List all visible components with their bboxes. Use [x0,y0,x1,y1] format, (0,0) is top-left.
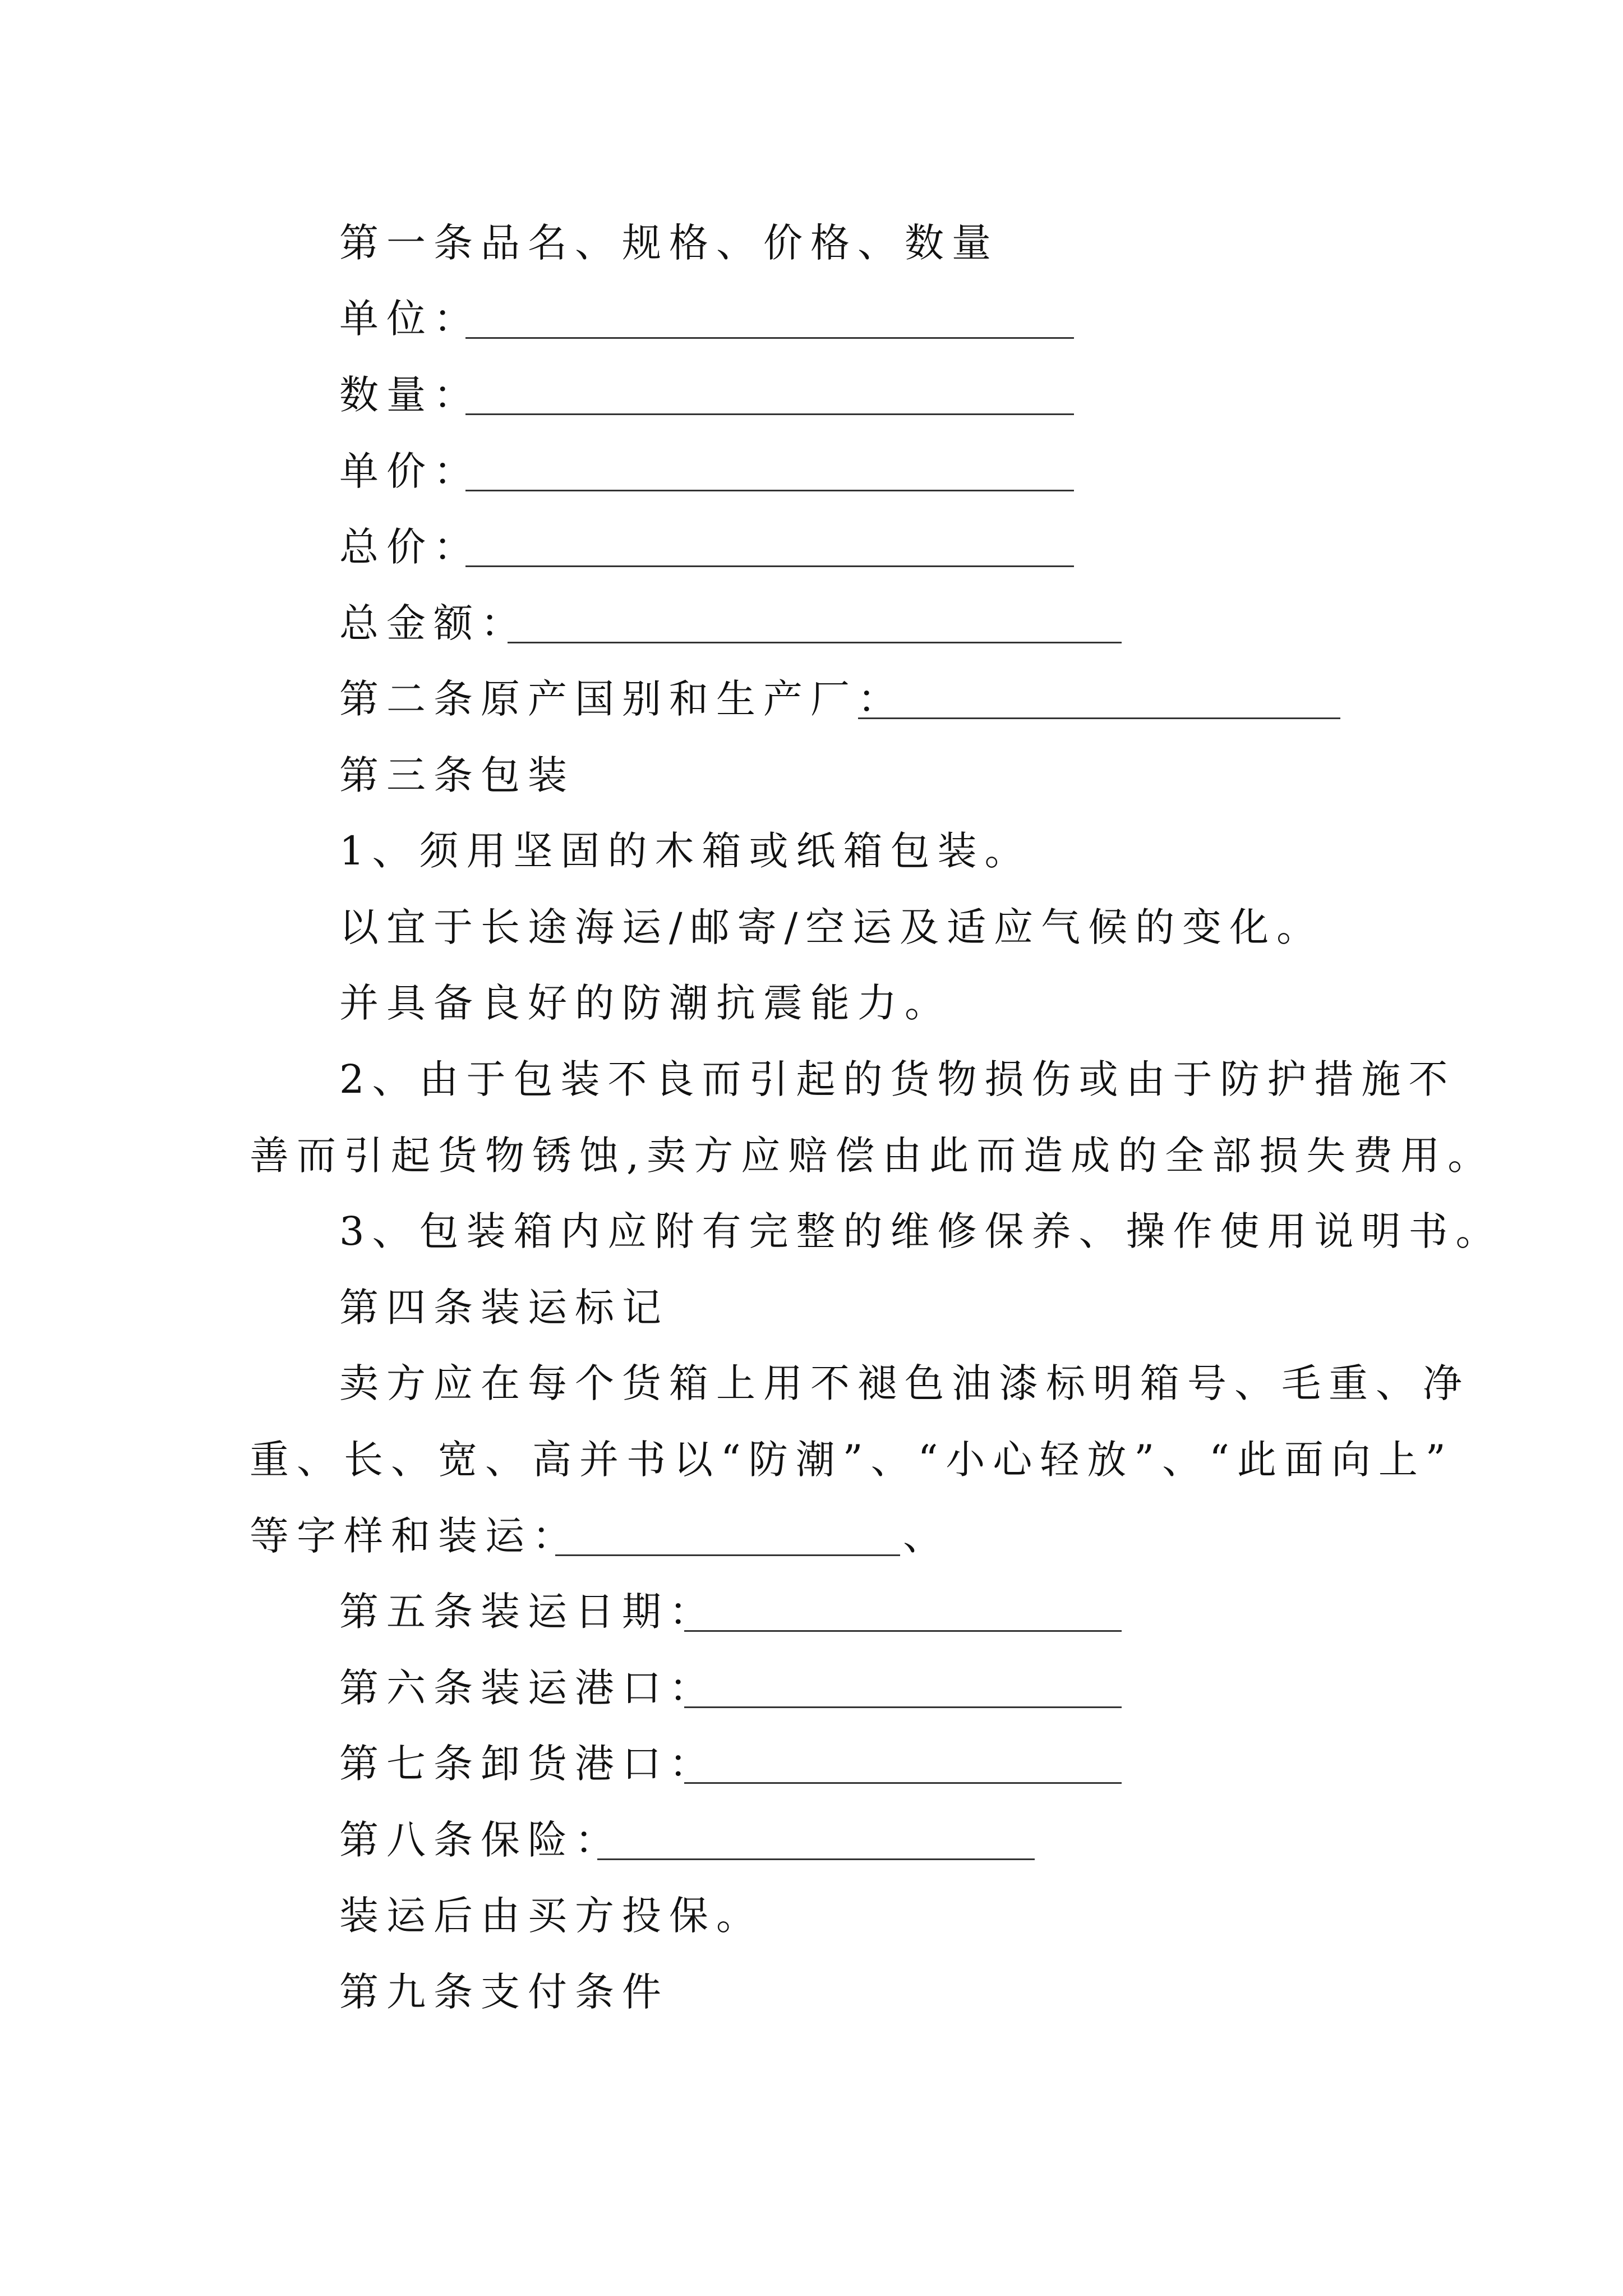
marking-text-cont [0,1429,1623,1490]
marking-text [0,1352,1623,1414]
unit-field [0,288,1623,349]
field-label: 第二条原产国别和生产厂： [339,676,905,722]
field-label: 单价： [339,448,481,494]
line-text: 重、长、宽、高并书以“防潮”、“小心轻放”、“此面向上” [250,1437,1454,1483]
line-text: 善而引起货物锈蚀,卖方应赔偿由此而造成的全部损失费用。 [250,1133,1495,1179]
article-2-origin-field [0,668,1623,730]
fill-blank[interactable] [508,642,1122,643]
article-5-date-field [0,1581,1623,1642]
marking-text-field [0,1505,1623,1567]
line-text: 卖方应在每个货箱上用不褪色油漆标明箱号、毛重、净 [339,1360,1470,1406]
article-4-heading [0,1277,1623,1338]
article-7-port-field [0,1733,1623,1795]
unit-price-field [0,440,1623,502]
fill-blank[interactable] [465,413,1074,415]
line-text: 2、由于包装不良而引起的货物损伤或由于防护措施不 [339,1056,1456,1102]
article-6-port-field [0,1657,1623,1719]
fill-blank[interactable] [465,490,1074,491]
field-label: 单位： [339,296,481,342]
fill-blank[interactable] [684,1630,1122,1632]
field-label: 第八条保险： [339,1817,622,1863]
total-amount-field [0,592,1623,654]
trailing-mark: 、 [903,1513,950,1559]
field-label: 第七条卸货港口： [339,1741,716,1787]
fill-blank[interactable] [465,337,1074,339]
field-label: 总价： [339,524,481,570]
fill-blank[interactable] [858,717,1340,719]
line-text: 以宜于长途海运/邮寄/空运及适应气候的变化。 [339,904,1324,950]
fill-blank[interactable] [684,1782,1122,1784]
packing-item-1-cont [0,896,1623,958]
article-9-heading [0,1961,1623,2023]
fill-blank[interactable] [597,1858,1035,1860]
fill-blank[interactable] [684,1706,1122,1708]
article-1-heading [0,212,1623,274]
packing-item-3 [0,1200,1623,1262]
insurance-note [0,1885,1623,1947]
line-text: 1、须用坚固的木箱或纸箱包装。 [339,828,1032,874]
packing-item-2 [0,1048,1623,1110]
line-text: 并具备良好的防潮抗震能力。 [339,980,952,1026]
field-label: 第六条装运港口： [339,1665,716,1711]
article-3-heading [0,744,1623,806]
fill-blank[interactable] [555,1554,900,1556]
field-label: 第五条装运日期： [339,1589,716,1635]
total-price-field [0,516,1623,578]
line-text: 第九条支付条件 [339,1969,669,2015]
packing-item-1-cont2 [0,972,1623,1034]
fill-blank[interactable] [465,565,1074,567]
line-text: 第三条包装 [339,752,575,798]
line-text: 第一条品名、规格、价格、数量 [339,220,999,266]
field-label: 数量： [339,372,481,418]
packing-item-1 [0,820,1623,882]
quantity-field [0,364,1623,426]
line-text: 装运后由买方投保。 [339,1893,763,1939]
line-text: 第四条装运标记 [339,1285,669,1331]
article-8-insurance-field [0,1809,1623,1871]
field-label: 等字样和装运： [250,1513,579,1559]
line-text: 3、包装箱内应附有完整的维修保养、操作使用说明书。 [339,1208,1503,1254]
field-label: 总金额： [339,600,528,646]
packing-item-2-cont [0,1125,1623,1186]
